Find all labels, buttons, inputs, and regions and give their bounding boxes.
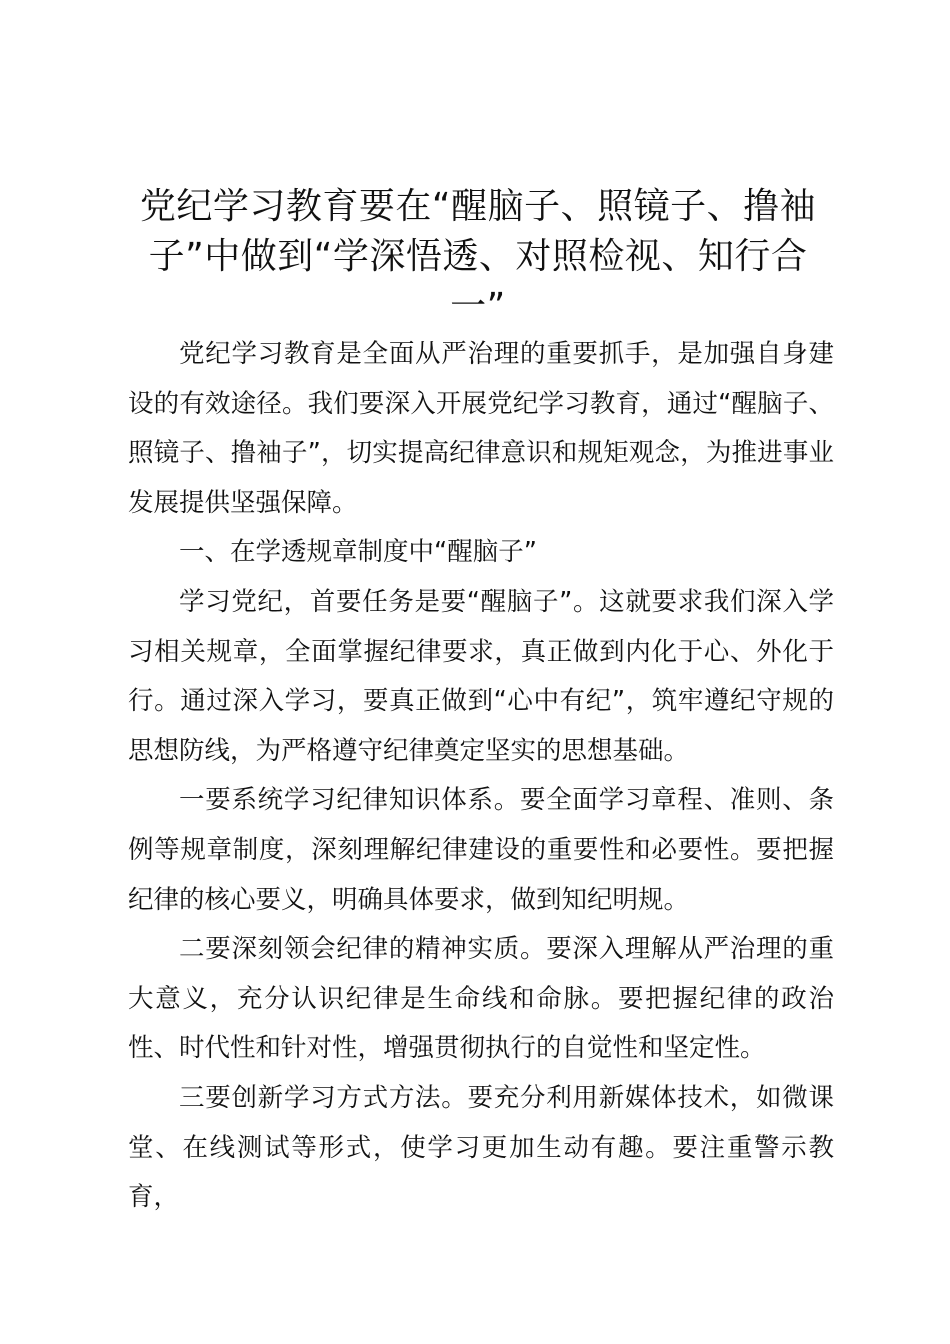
- paragraph-section-intro: 学习党纪，首要任务是要“醒脑子”。这就要求我们深入学习相关规章，全面掌握纪律要求，真正做到内化于心、外化于行。通过深入学习，要真正做到“心中有纪”，筑牢遵纪守规的思想防线，为严格遵守纪律奠定坚实的思想基础。: [128, 586, 834, 766]
- paragraph-point-two: 二要深刻领会纪律的精神实质。要深入理解从严治理的重大意义，充分认识纪律是生命线和命脉。要把握纪律的政治性、时代性和针对性，增强贯彻执行的自觉性和坚定性。: [128, 934, 834, 1064]
- document-body: [128, 330, 834, 1223]
- paragraph-point-one: 一要系统学习纪律知识体系。要全面学习章程、准则、条例等规章制度，深刻理解纪律建设的重要性和必要性。要把握纪律的核心要义，明确具体要求，做到知纪明规。: [128, 785, 834, 915]
- paragraph-point-three: 三要创新学习方式方法。要充分利用新媒体技术，如微课堂、在线测试等形式，使学习更加生动有趣。要注重警示教育，: [128, 1082, 834, 1213]
- section-heading: 一、在学透规章制度中“醒脑子”: [179, 537, 537, 568]
- document-title: 党纪学习教育要在“醒脑子、照镜子、撸袖子”中做到“学深悟透、对照检视、知行合一”: [139, 186, 817, 327]
- paragraph-intro: 党纪学习教育是全面从严治理的重要抓手，是加强自身建设的有效途径。我们要深入开展党纪学习教育，通过“醒脑子、照镜子、撸袖子”，切实提高纪律意识和规矩观念，为推进事业发展提供坚强保障。: [128, 339, 834, 518]
